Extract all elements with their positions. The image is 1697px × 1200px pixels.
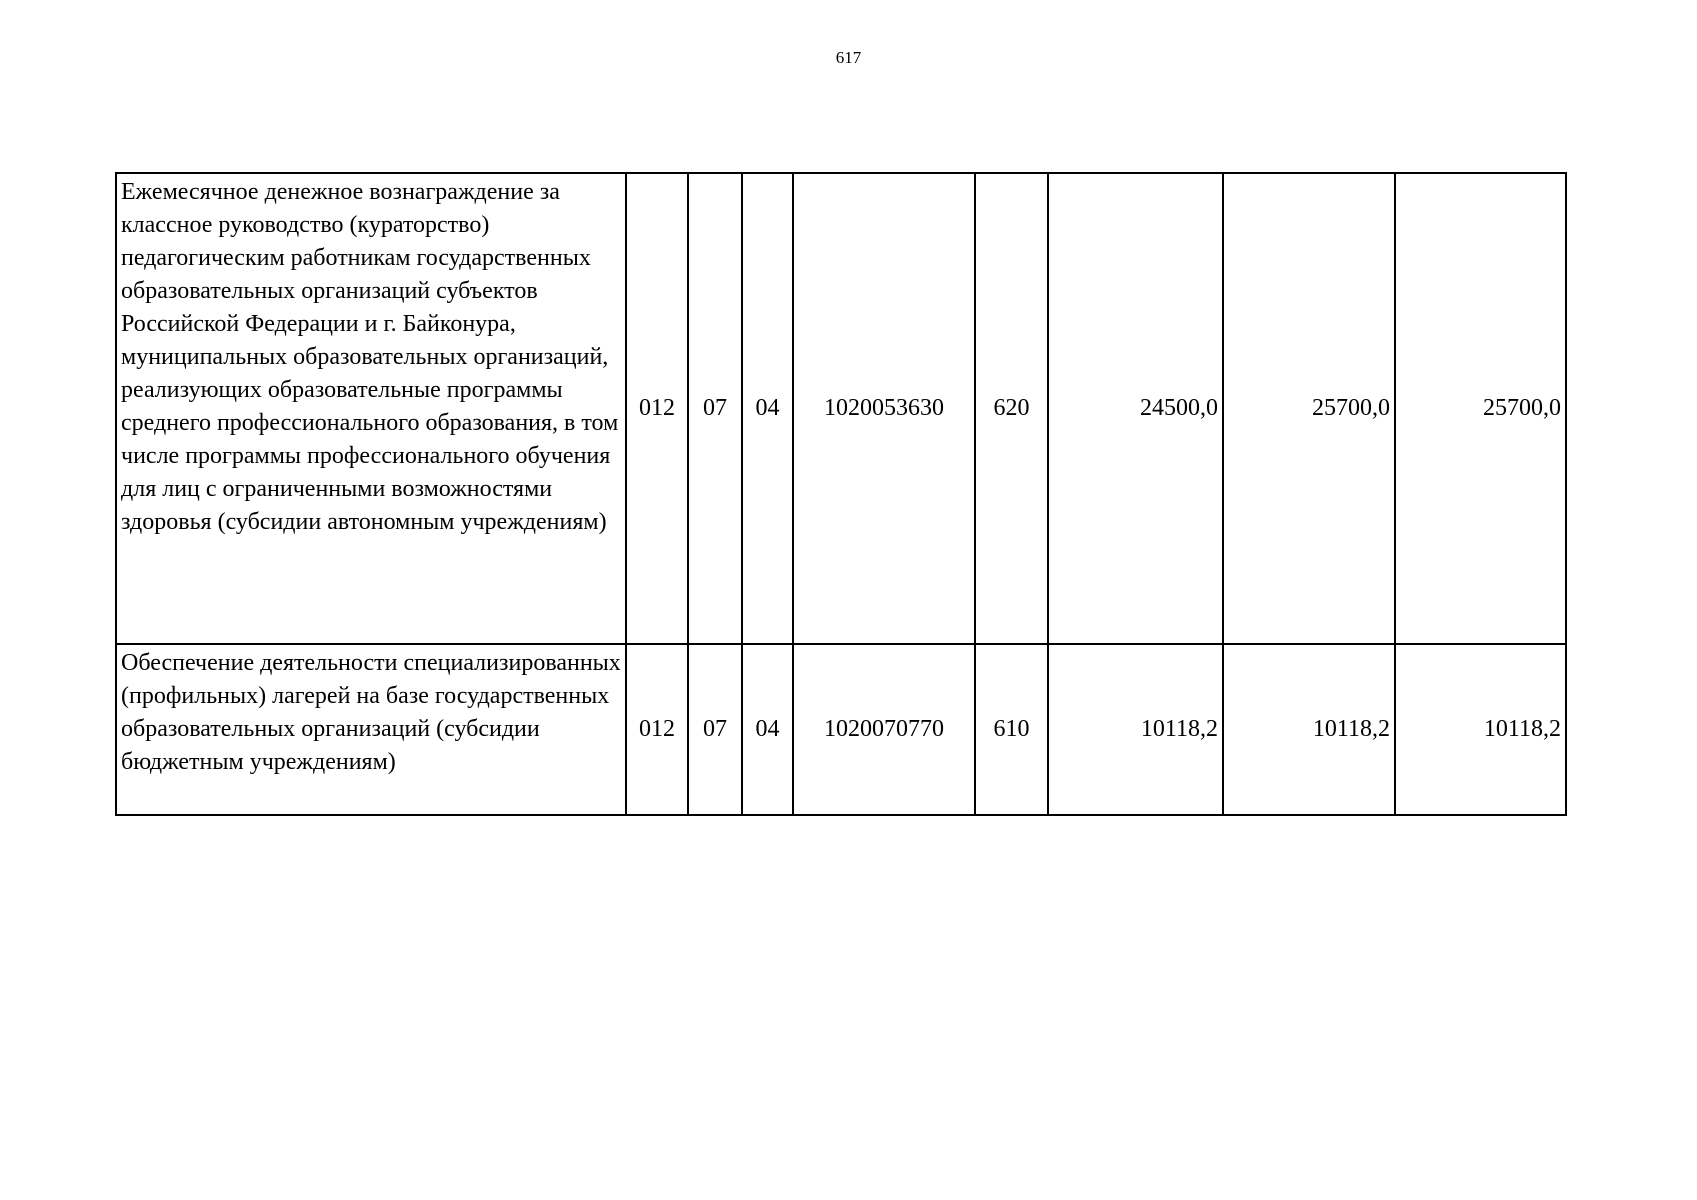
amount-2: 25700,0 bbox=[1223, 173, 1395, 644]
amount-2: 10118,2 bbox=[1223, 644, 1395, 815]
page-number: 617 bbox=[835, 48, 862, 67]
amount-1: 10118,2 bbox=[1048, 644, 1223, 815]
row-description: Ежемесячное денежное вознаграждение за классное руководство (кураторство) педагогическим работникам государственных образовательных организаций субъектов Российской Федерации и г. Байконура, муниципальных образовательных организаций, реализующих образовательные программы среднего профессионального образования, в том числе программы профессионального обучения для лиц с ограниченными возможностями здоровья (субсидии автономным учреждениям) bbox=[116, 173, 626, 644]
section-code: 07 bbox=[688, 644, 742, 815]
subsection-code: 04 bbox=[742, 173, 793, 644]
budget-table bbox=[115, 172, 1567, 816]
subsection-code: 04 bbox=[742, 644, 793, 815]
amount-1: 24500,0 bbox=[1048, 173, 1223, 644]
expense-type-code: 620 bbox=[975, 173, 1048, 644]
section-code: 07 bbox=[688, 173, 742, 644]
table-row bbox=[116, 644, 1566, 815]
table-row bbox=[116, 173, 1566, 644]
target-article-code: 1020070770 bbox=[793, 644, 975, 815]
amount-3: 10118,2 bbox=[1395, 644, 1566, 815]
expense-type-code: 610 bbox=[975, 644, 1048, 815]
target-article-code: 1020053630 bbox=[793, 173, 975, 644]
ministry-code: 012 bbox=[626, 644, 688, 815]
amount-3: 25700,0 bbox=[1395, 173, 1566, 644]
ministry-code: 012 bbox=[626, 173, 688, 644]
row-description: Обеспечение деятельности специализированных (профильных) лагерей на базе государственных образовательных организаций (субсидии бюджетным учреждениям) bbox=[116, 644, 626, 815]
